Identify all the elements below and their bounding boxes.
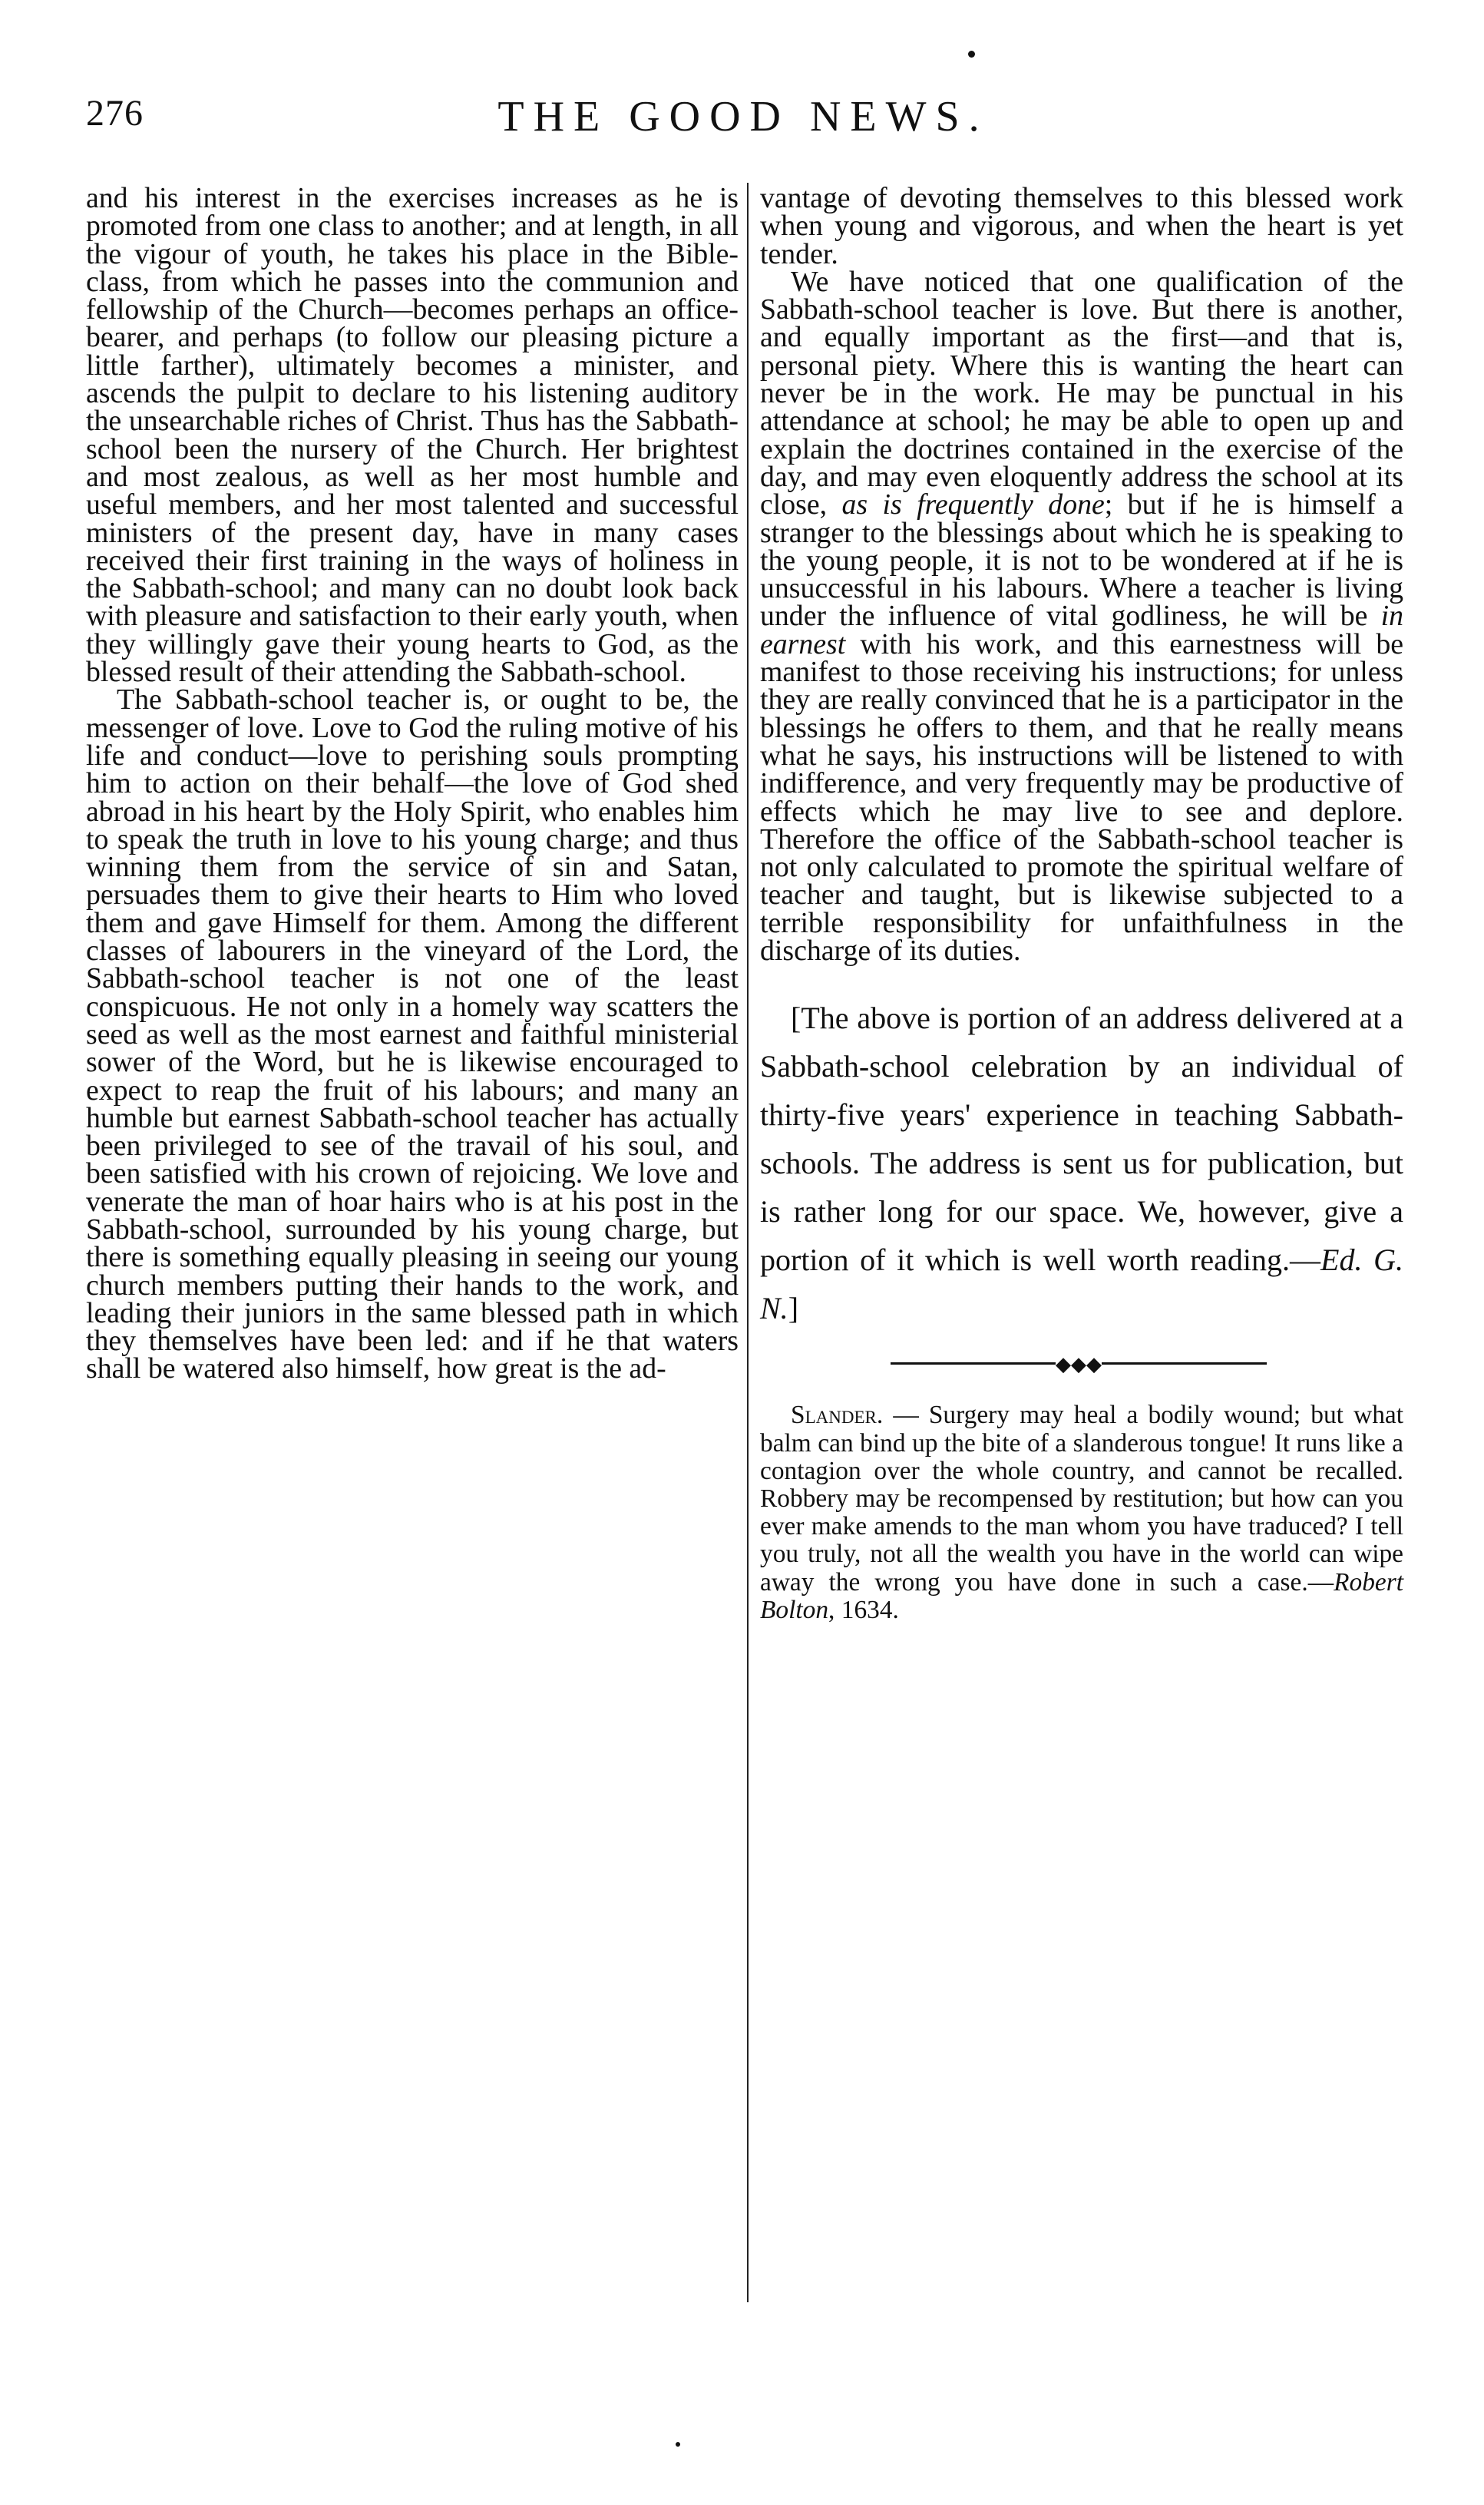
slander-heading: Slander. <box>791 1401 884 1430</box>
left-paragraph-1: and his interest in the exercises increases as he is promoted from one class to another; and at length, in all the vigour of youth, he takes his place in the Bible-class, from which he passes into the communion and fellowship of the Church—becomes perhaps an office-bearer, and perhaps (to follow our pleasing picture a little farther), ultimately becomes a minister, and ascends the pulpit to declare to his listening auditory the unsearchable riches of Christ. Thus has the Sabbath-school been the nursery of the Church. Her brightest and most zealous, as well as her most humble and useful members, and her most talented and successful ministers of the present day, have in many cases received their first training in the ways of holiness in the Sabbath-school; and many can no doubt look back with pleasure and satisfaction to their early youth, when they willingly gave their young hearts to God, as the blessed result of their attending the Sabbath-school. <box>86 182 739 689</box>
top-ink-dot <box>968 51 975 58</box>
right-column <box>760 184 1403 1624</box>
left-column <box>86 184 739 1383</box>
section-ornament: ◆◆◆ <box>760 1340 1403 1386</box>
right-paragraph-2: We have noticed that one qualification of the Sabbath-school teacher is love. But there is another, and equally important as the first—and that is, personal piety. Where this is wanting the heart can never be in the work. He may be punctual in his attendance at school; he may be able to open up and explain the doctrines contained in the exercise of the day, and may even eloquently address the school at its close, as is frequently done; but if he is himself a stranger to the blessings about which he is speaking to the young people, it is not to be wondered at if he is unsuccessful in his labours. Where a teacher is living under the influence of vital godliness, he will be in earnest with his work, and this earnestness will be manifest to those receiving his instructions; for unless they are really convinced that he is a participator in the blessings he offers to them, and that he really means what he says, his instructions will be listened to with indifference, and very frequently may be productive of effects which he may live to see and deplore. Therefore the office of the Sabbath-school teacher is not only calculated to promote the spiritual welfare of teacher and taught, but is likewise subjected to a terrible responsibility for unfaithfulness in the discharge of its duties. <box>760 265 1403 968</box>
column-divider <box>747 183 749 2302</box>
page-title: THE GOOD NEWS. <box>497 93 989 141</box>
editor-signature: Ed. G. N. <box>760 1243 1403 1326</box>
slander-paragraph: Slander. — Surgery may heal a bodily wound; but what balm can bind up the bite of a slanderous tongue! It runs like a contagion over the whole country, and cannot be recalled. Robbery may be recompensed by restitution; but how can you ever make amends to the man whom you have traduced? I tell you truly, not all the wealth you have in the world can wipe away the wrong you have done in such a case.—Robert Bolton, 1634. <box>760 1401 1403 1624</box>
right-paragraph-1: vantage of devoting themselves to this blessed work when young and vigorous, and when the heart is yet tender. <box>760 182 1403 270</box>
left-paragraph-2: The Sabbath-school teacher is, or ought to be, the messenger of love. Love to God the ruling motive of his life and conduct—love to perishing souls prompting him to action on their behalf—the love of God shed abroad in his heart by the Holy Spirit, who enables him to speak the truth in love to his young charge; and thus winning them from the service of sin and Satan, persuades them to give their hearts to Him who loved them and gave Himself for them. Among the different classes of labourers in the vineyard of the Lord, the Sabbath-school teacher is not one of the least conspicuous. He not only in a homely way scatters the seed as well as the most earnest and faithful ministerial sower of the Word, but he is likewise encouraged to expect to reap the fruit of his labours; and many an humble but earnest Sabbath-school teacher has actually been privileged to see of the travail of his soul, and been satisfied with his crown of rejoicing. We love and venerate the man of hoar hairs who is at his post in the Sabbath-school, surrounded by his young charge, but there is something equally pleasing in seeing our young church members putting their hands to the work, and leading their juniors in the same blessed path in which they themselves have been led: and if he that waters shall be watered also himself, how great is the ad- <box>86 683 739 1385</box>
page-number: 276 <box>86 93 144 134</box>
bottom-ink-dot <box>676 2442 680 2447</box>
slander-author: Robert Bolton <box>760 1567 1403 1624</box>
page-header <box>86 92 1400 154</box>
editor-note: [The above is portion of an address delivered at a Sabbath-school celebration by an individual of thirty-five years' experience in teaching Sabbath-schools. The address is sent us for publication, but is rather long for our space. We, however, give a portion of it which is well worth reading.—Ed. G. N.] <box>760 1001 1403 1326</box>
